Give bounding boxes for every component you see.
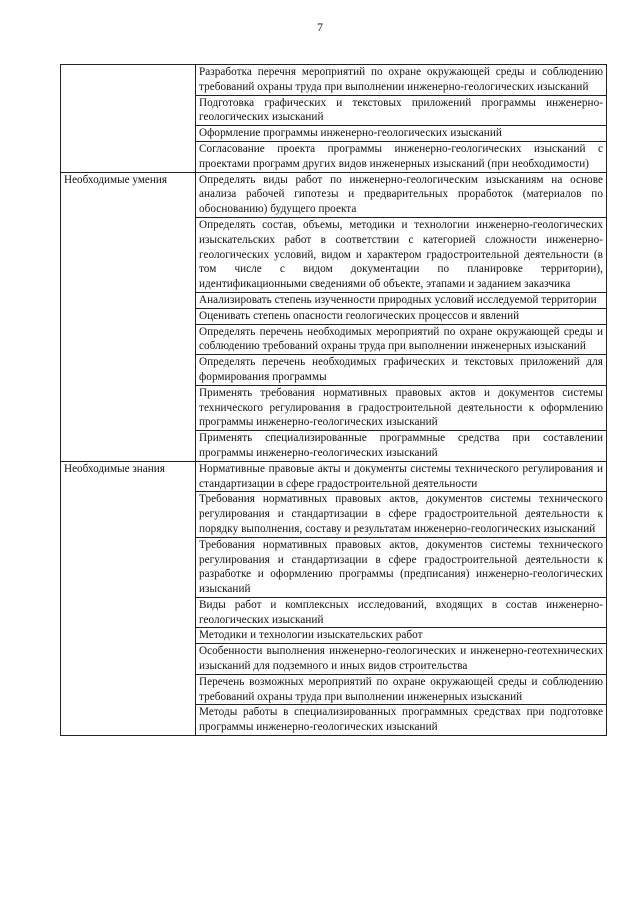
requirement-text: Определять состав, объемы, методики и технологии инженерно-геологических изыскательских работ в соответствии с категорией сложности инженерно-геологических условий, видом и характером градостроительной деятельности (в том числе с видом документации по планировке территории), идентификационными сведениями об объекте, этапами и заданием заказчика [199, 218, 603, 291]
requirement-text: Виды работ и комплексных исследований, входящих в состав инженерно-геологических изысканий [199, 598, 603, 626]
page-number: 7 [317, 20, 323, 34]
requirement-text: Применять специализированные программные средства при составлении программы инженерно-геологических изысканий [199, 432, 603, 459]
section-label: Необходимые знания [61, 461, 196, 735]
requirement-cell [196, 324, 607, 355]
table-row [61, 461, 607, 492]
requirement-cell [196, 308, 607, 324]
competency-table [60, 64, 607, 736]
requirement-text: Методики и технологии изыскательских работ [199, 629, 423, 642]
requirement-text: Оценивать степень опасности геологических процессов и явлений [199, 309, 520, 322]
requirement-cell [196, 65, 607, 96]
requirement-text: Требования нормативных правовых актов, документов системы технического регулирования и стандартизации в сфере градостроительной деятельности к разработке и оформлению программы (предписания) инженерно-геологических изысканий [199, 538, 603, 596]
section-label: Необходимые умения [61, 172, 196, 461]
requirement-text: Определять виды работ по инженерно-геологическим изысканиям на основе анализа рабочей гипотезы и предварительных проработок (материалов по обоснованию) будущего проекта [199, 173, 603, 216]
requirement-cell [196, 172, 607, 217]
requirement-cell [196, 674, 607, 705]
requirement-text: Методы работы в специализированных программных средствах при подготовке программы инженерно-геологических изысканий [199, 706, 603, 734]
requirement-cell [196, 461, 607, 492]
requirement-cell [196, 628, 607, 644]
requirement-cell [196, 126, 607, 142]
requirement-text: Особенности выполнения инженерно-геологических и инженерно-геотехнических изысканий для подземного и иных видов строительства [199, 645, 603, 673]
requirement-cell [196, 95, 607, 126]
requirement-cell [196, 141, 607, 172]
requirement-cell [196, 644, 607, 675]
requirement-cell [196, 292, 607, 308]
requirement-text: Согласование проекта программы инженерно-геологических изысканий с проектами программ других видов инженерных изысканий (при необходимости) [199, 142, 603, 170]
requirement-cell [196, 431, 607, 462]
requirement-cell [196, 537, 607, 597]
requirement-cell [196, 217, 607, 292]
requirement-text: Оформление программы инженерно-геологических изысканий [199, 127, 502, 140]
requirement-text: Нормативные правовые акты и документы системы технического регулирования и стандартизации в сфере градостроительной деятельности [199, 462, 603, 490]
requirement-cell [196, 355, 607, 386]
requirement-cell [196, 385, 607, 430]
table-row [61, 172, 607, 217]
requirement-text: Разработка перечня мероприятий по охране окружающей среды и соблюдению требований охраны труда при выполнении инженерно-геологических изысканий [199, 66, 603, 93]
requirement-text: Перечень возможных мероприятий по охране окружающей среды и соблюдению требований охраны труда при выполнении инженерных изысканий [199, 675, 603, 703]
requirement-text: Требования нормативных правовых актов, документов системы технического регулирования и стандартизации в сфере градостроительной деятельности к порядку выполнения, составу и результатам инженерно-геологических изысканий [199, 493, 603, 535]
requirement-text: Определять перечень необходимых мероприятий по охране окружающей среды и соблюдению требований охраны труда при выполнении инженерных изысканий [199, 325, 603, 353]
requirement-text: Применять требования нормативных правовых актов и документов системы технического регулирования в градостроительной деятельности к оформлению программы инженерно-геологических изысканий [199, 386, 603, 429]
requirement-cell [196, 597, 607, 628]
requirement-text: Определять перечень необходимых графических и текстовых приложений для формирования программы [199, 356, 603, 383]
requirement-text: Анализировать степень изученности природных условий исследуемой территории [199, 293, 597, 306]
requirement-cell [196, 705, 607, 736]
requirement-cell [196, 492, 607, 537]
table-row [61, 65, 607, 96]
section-label [61, 65, 196, 173]
requirement-text: Подготовка графических и текстовых приложений программы инженерно-геологических изысканий [199, 96, 603, 124]
